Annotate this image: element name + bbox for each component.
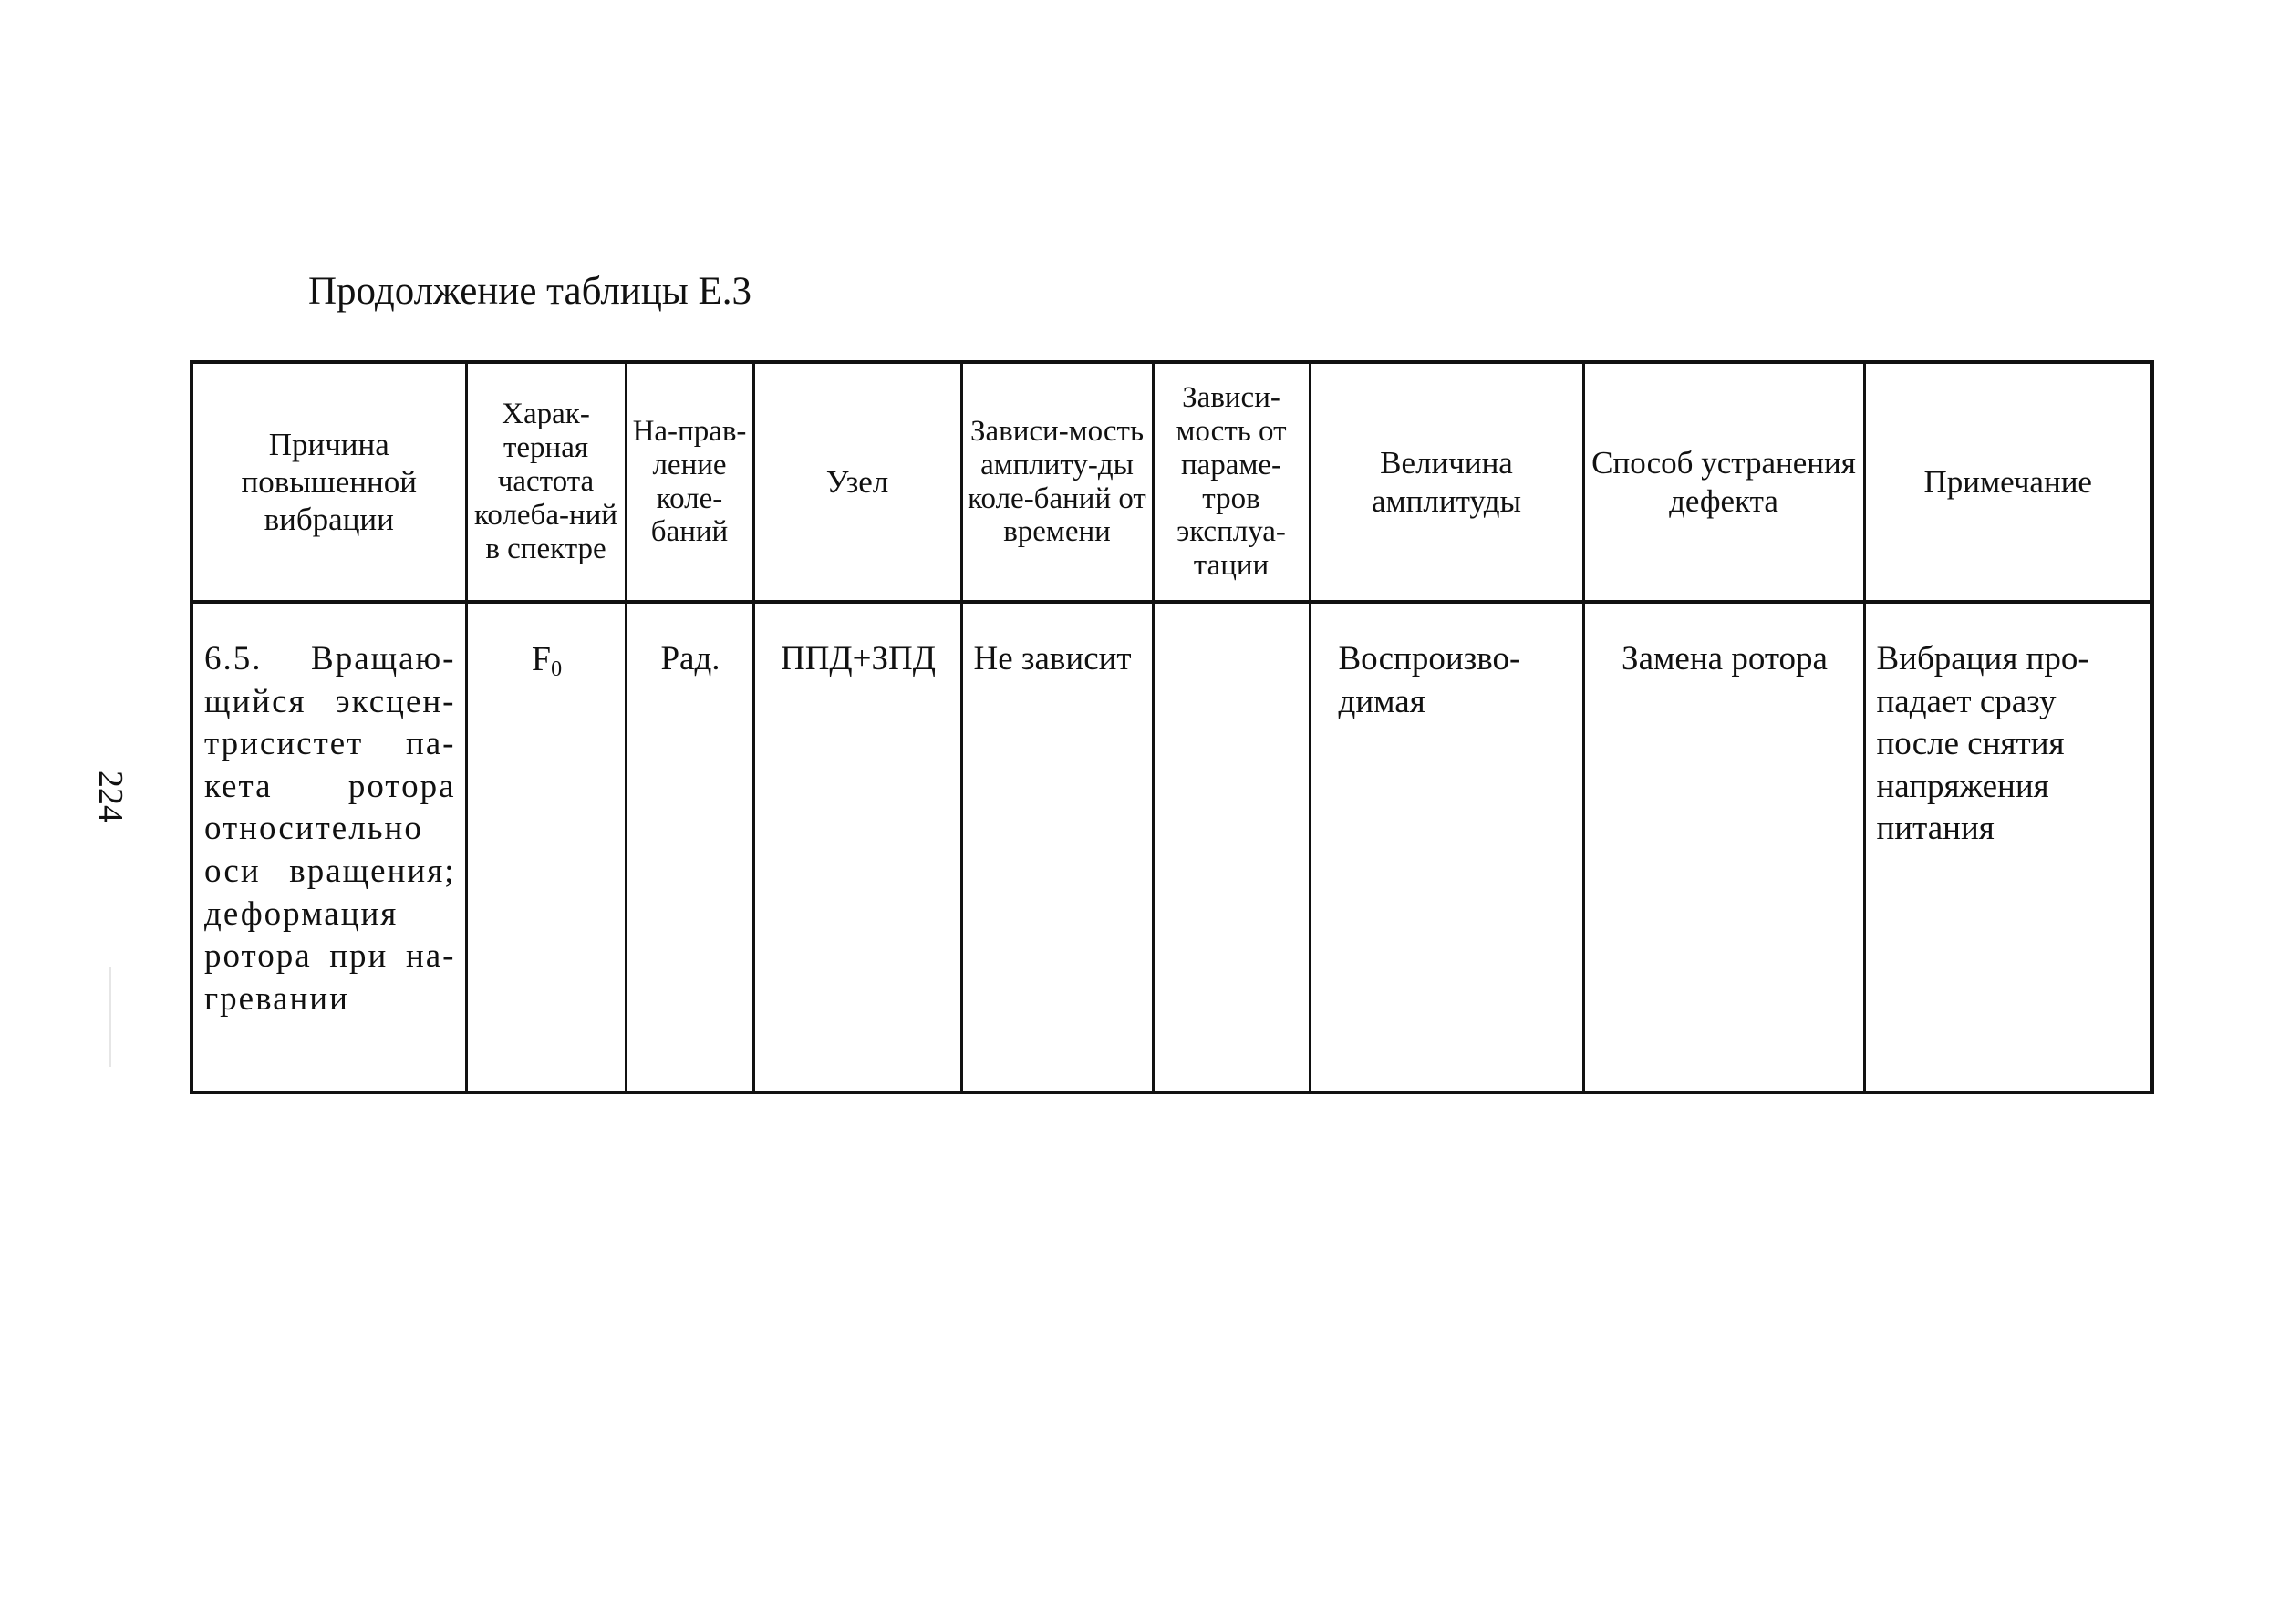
header-direction: На-прав-ление коле-баний [626, 362, 753, 602]
cell-amplitude: Воспроизво-димая [1310, 602, 1583, 1092]
header-unit: Узел [753, 362, 961, 602]
cell-operation-dependence [1153, 602, 1310, 1092]
header-frequency: Харак-терная частота колеба-ний в спектре [466, 362, 626, 602]
header-time-dependence: Зависи-мость амплиту-ды коле-баний от времени [961, 362, 1153, 602]
header-note: Примечание [1864, 362, 2152, 602]
cell-unit: ППД+ЗПД [753, 602, 961, 1092]
scan-artifact-line [109, 967, 111, 1067]
frequency-symbol: F [531, 640, 552, 678]
cell-elimination: Замена ротора [1583, 602, 1864, 1092]
frequency-subscript: 0 [551, 657, 563, 681]
header-cause: Причина повышенной вибрации [192, 362, 466, 602]
vibration-causes-table [190, 360, 2154, 1094]
cell-cause: 6.5. Вращаю-щийся эксцен-трисистет па-кета ротора относительно оси вращения; деформация ротора при на-гревании [192, 602, 466, 1092]
cell-note: Вибрация про-падает сразу после снятия напряжения питания [1864, 602, 2152, 1092]
table-caption: Продолжение таблицы Е.3 [308, 270, 752, 313]
table-row [192, 602, 2152, 1092]
cell-time-dependence: Не зависит [961, 602, 1153, 1092]
page-number: 224 [91, 771, 130, 822]
cell-direction: Рад. [626, 602, 753, 1092]
header-amplitude: Величина амплитуды [1310, 362, 1583, 602]
table-header-row [192, 362, 2152, 602]
cell-frequency [466, 602, 626, 1092]
header-operation-dependence: Зависи-мость от параме-тров эксплуа-тации [1153, 362, 1310, 602]
frequency-value [532, 638, 562, 683]
header-elimination: Способ устранения дефекта [1583, 362, 1864, 602]
